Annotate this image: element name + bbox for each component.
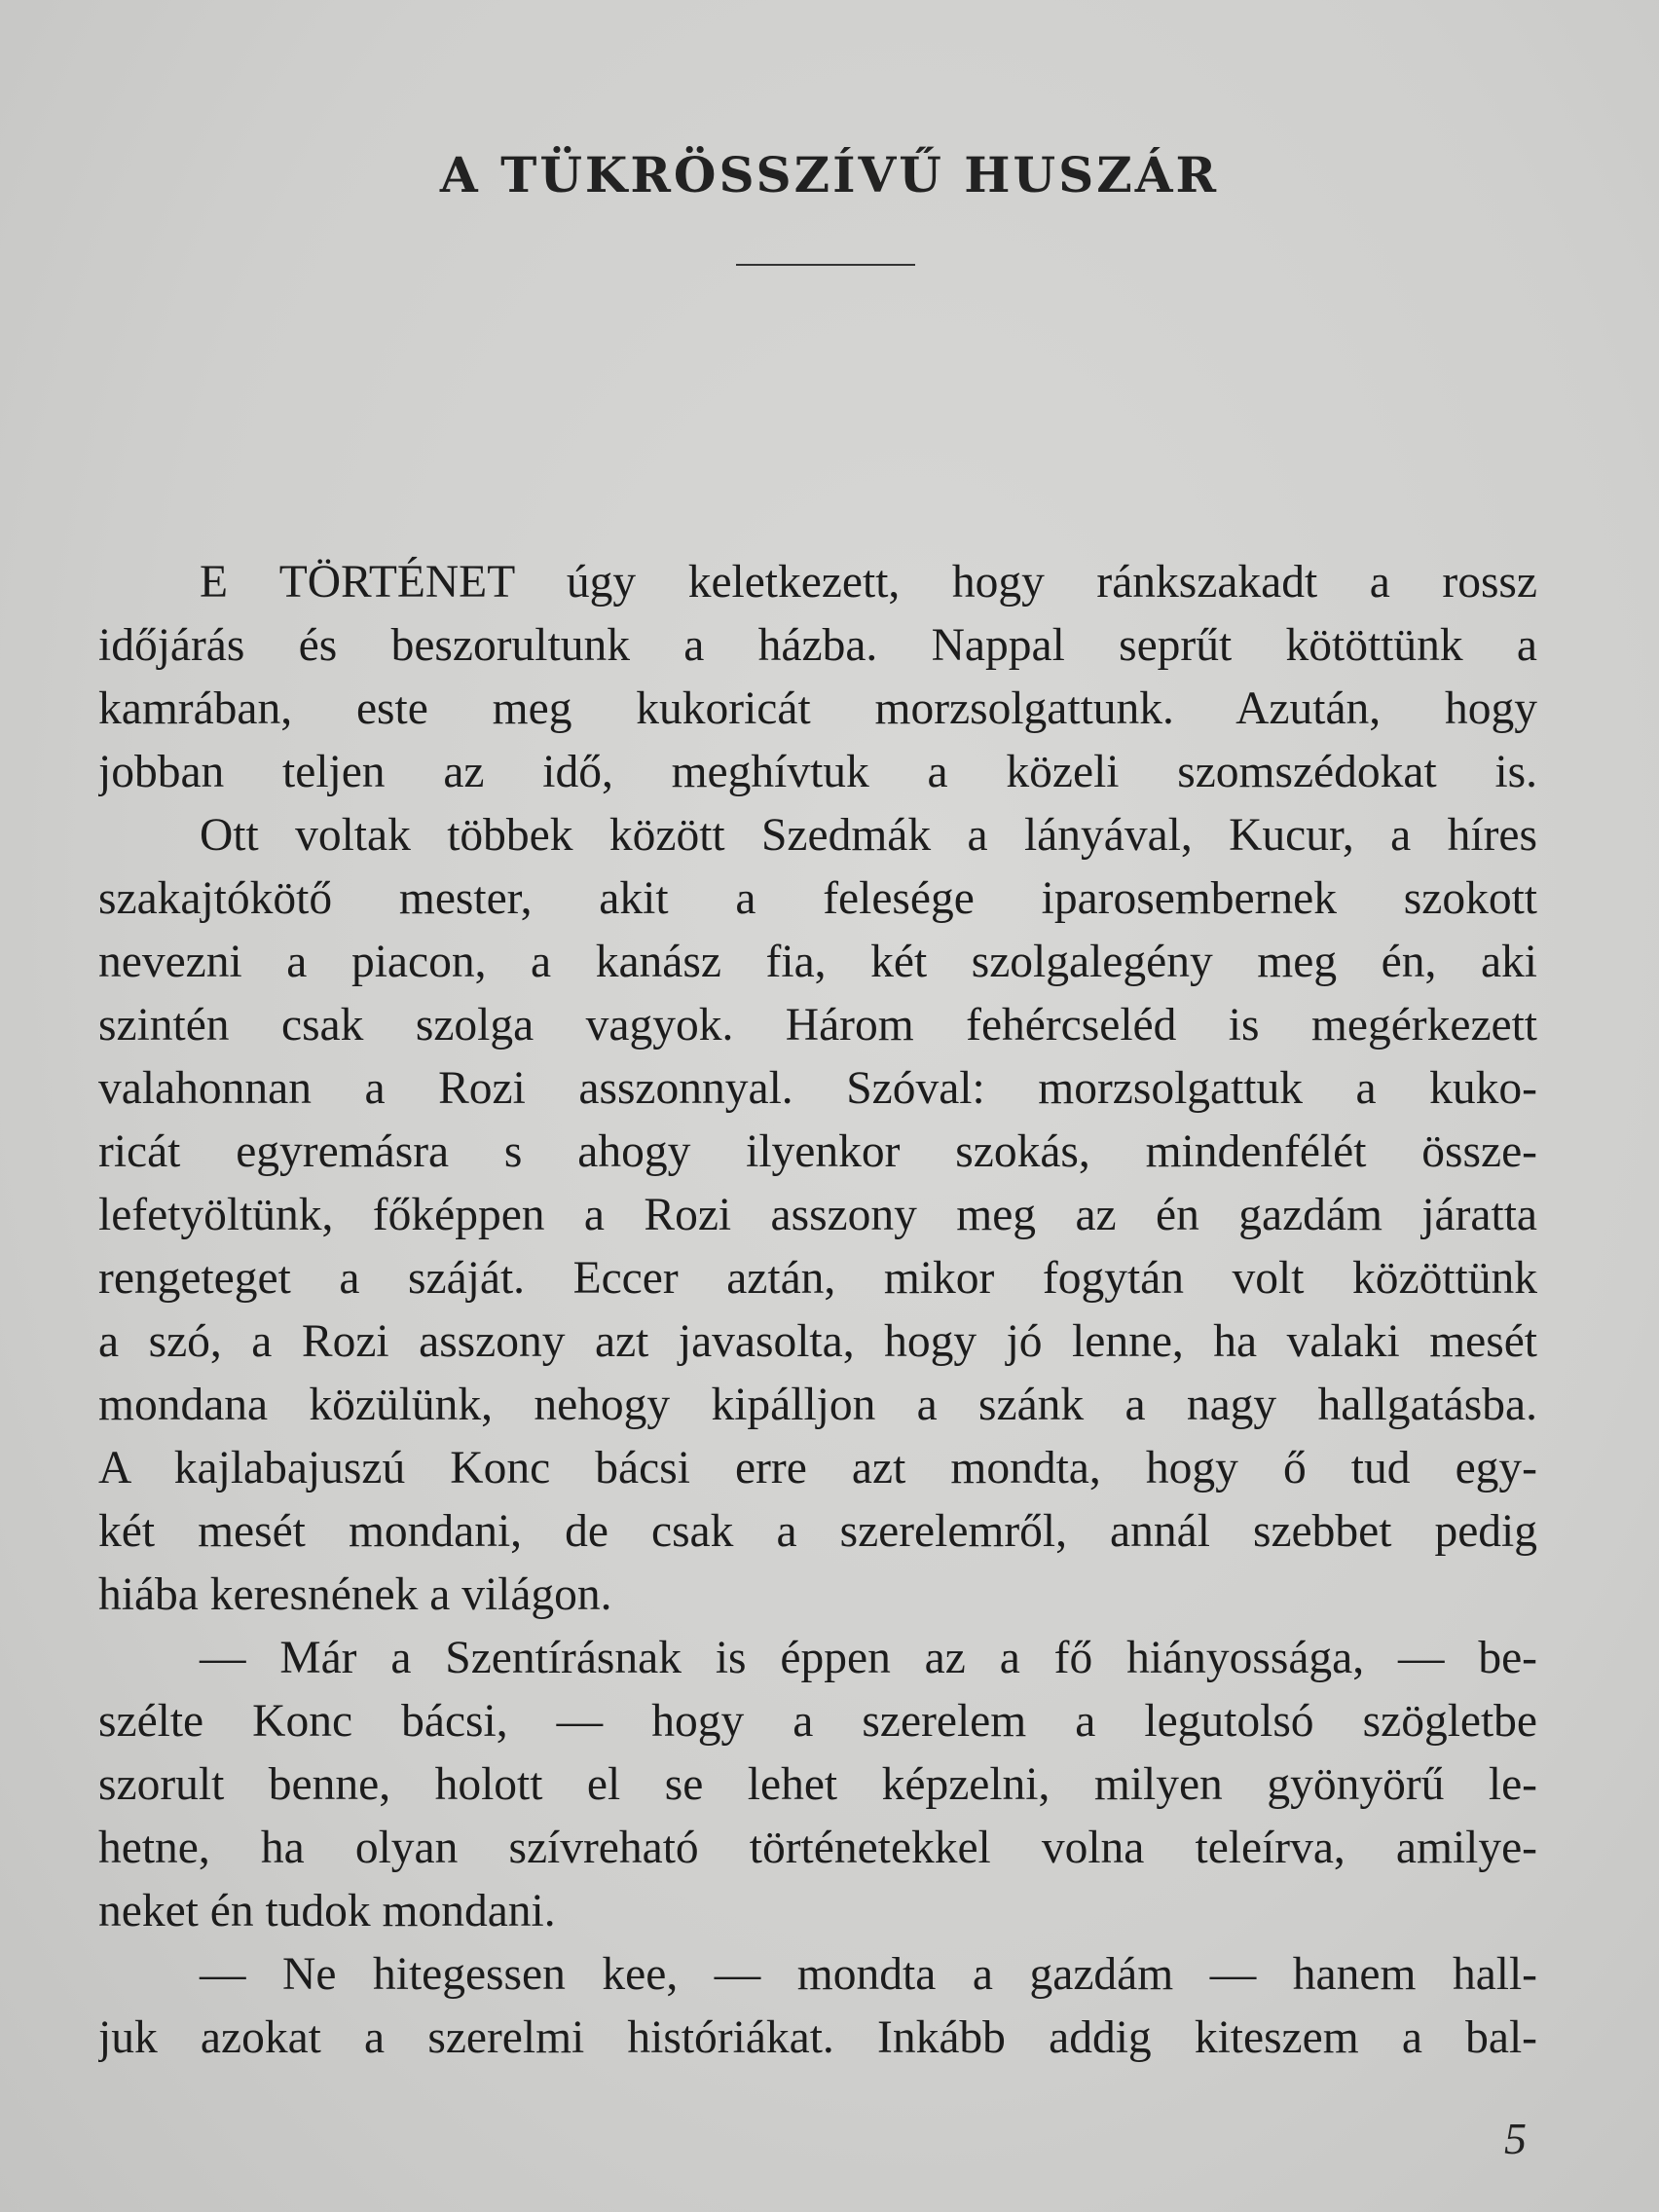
text-line: hetne, ha olyan szívreható történetekkel volna teleírva, amilye- (98, 1823, 1537, 1873)
text-line: mondana közülünk, nehogy kipálljon a szánk a nagy hallgatásba. (98, 1380, 1537, 1430)
text-line: Ott voltak többek között Szedmák a lányával, Kucur, a híres (200, 810, 1537, 861)
text-line: nevezni a piacon, a kanász fia, két szolgalegény meg én, aki (98, 937, 1537, 987)
body-text (98, 551, 1537, 2070)
text-line: két mesét mondani, de csak a szerelemről, annál szebbet pedig (98, 1506, 1537, 1557)
text-line: szintén csak szolga vagyok. Három fehércseléd is megérkezett (98, 1000, 1537, 1051)
text-line: — Ne hitegessen kee, — mondta a gazdám — hanem hall- (200, 1949, 1537, 2000)
text-line: — Már a Szentírásnak is éppen az a fő hiányossága, — be- (200, 1633, 1537, 1683)
title-divider (736, 264, 915, 266)
page-number: 5 (1504, 2114, 1527, 2163)
text-line: szakajtókötő mester, akit a felesége iparosembernek szokott (98, 873, 1537, 924)
text-line: rengeteget a száját. Eccer aztán, mikor fogytán volt közöttünk (98, 1253, 1537, 1304)
text-line: kamrában, este meg kukoricát morzsolgattunk. Azután, hogy (98, 683, 1537, 734)
text-line: szorult benne, holott el se lehet képzelni, milyen gyönyörű le- (98, 1759, 1537, 1810)
text-line: E TÖRTÉNET úgy keletkezett, hogy ránkszakadt a rossz (200, 557, 1537, 608)
text-line: szélte Konc bácsi, — hogy a szerelem a legutolsó szögletbe (98, 1696, 1537, 1747)
text-line: ricát egyremásra s ahogy ilyenkor szokás, mindenfélét össze- (98, 1126, 1537, 1177)
text-line: lefetyöltünk, főképpen a Rozi asszony meg az én gazdám járatta (98, 1190, 1537, 1240)
text-line: juk azokat a szerelmi históriákat. Inkább addig kiteszem a bal- (98, 2012, 1537, 2063)
text-line: A kajlabajuszú Konc bácsi erre azt mondta, hogy ő tud egy- (98, 1443, 1537, 1493)
chapter-title: A TÜKRÖSSZÍVŰ HUSZÁR (439, 146, 1220, 203)
text-line: valahonnan a Rozi asszonnyal. Szóval: morzsolgattuk a kuko- (98, 1063, 1537, 1114)
text-line: neket én tudok mondani. (98, 1886, 556, 1936)
text-line: jobban teljen az idő, meghívtuk a közeli szomszédokat is. (98, 747, 1537, 797)
text-line: időjárás és beszorultunk a házba. Nappal seprűt kötöttünk a (98, 620, 1537, 671)
text-line: hiába keresnének a világon. (98, 1569, 612, 1620)
text-line: a szó, a Rozi asszony azt javasolta, hogy jó lenne, ha valaki mesét (98, 1316, 1537, 1367)
